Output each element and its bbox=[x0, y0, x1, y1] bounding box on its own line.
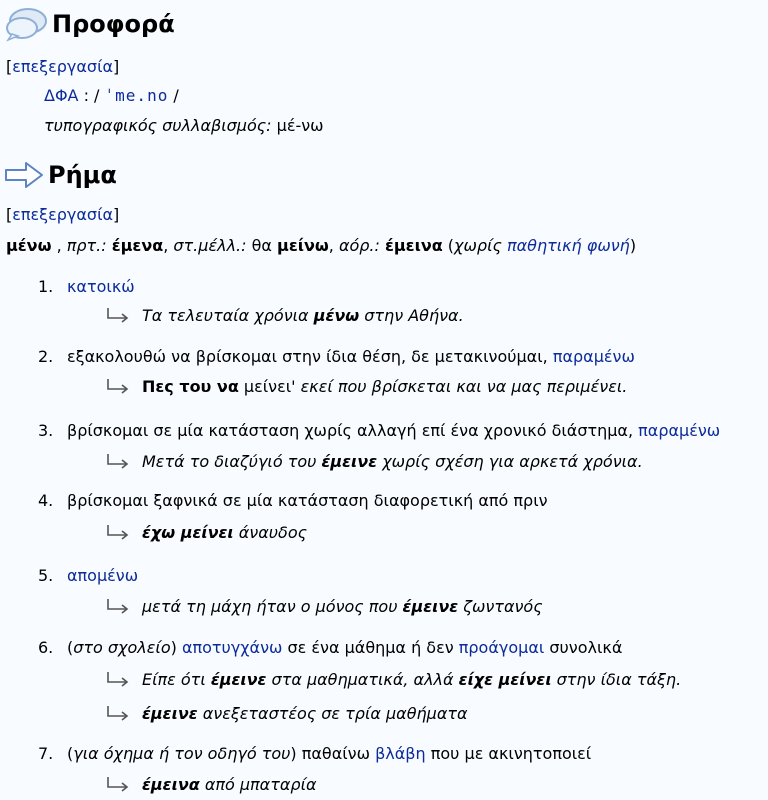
pron-edit-link-wrap: [επεξεργασία] bbox=[6, 57, 120, 76]
example-text: εκεί που βρίσκεται και να μας περιμένει. bbox=[300, 376, 628, 396]
aor-value: έμεινα bbox=[385, 236, 443, 255]
example-text: μείνει' bbox=[243, 376, 296, 396]
ipa-value: ˈme.no bbox=[104, 86, 169, 105]
sense-text: παθαίνω bbox=[301, 744, 370, 763]
example-text: ανεξεταστέος σε τρία μαθήματα bbox=[202, 703, 468, 723]
ipa-label-link[interactable]: ΔΦΑ bbox=[44, 86, 79, 105]
fut-value: μείνω bbox=[277, 236, 329, 255]
example-text: από μπαταρία bbox=[204, 774, 317, 794]
sense-context: στο σχολείο bbox=[73, 638, 171, 657]
prt-value: έμενα bbox=[111, 236, 164, 255]
syll-label: τυπογραφικός συλλαβισμός: bbox=[44, 116, 272, 135]
verb-edit-link-wrap: [επεξεργασία] bbox=[6, 205, 120, 224]
sense-number: 1. bbox=[38, 277, 54, 296]
verb-edit-link[interactable]: επεξεργασία bbox=[12, 205, 114, 224]
sense-link[interactable]: αποτυγχάνω bbox=[181, 638, 283, 657]
sense-3-definition bbox=[67, 421, 720, 440]
sense-text: εξακολουθώ να βρίσκομαι στην ίδια θέση, δε μετακινούμαι, bbox=[67, 347, 548, 366]
example-6b bbox=[104, 703, 468, 723]
speech-bubble-icon bbox=[4, 6, 48, 42]
sense-4-definition bbox=[67, 491, 548, 510]
sense-link[interactable]: παραμένω bbox=[552, 347, 635, 366]
syllabification-line bbox=[44, 116, 324, 135]
sense-6-definition: (στο σχολείο) αποτυγχάνω σε ένα μάθημα ή δεν προάγομαι συνολικά bbox=[67, 638, 623, 657]
example-text: Είπε ότι bbox=[142, 669, 206, 689]
sense-link[interactable]: απομένω bbox=[67, 566, 139, 585]
verb-title: Ρήμα bbox=[48, 161, 117, 189]
return-arrow-icon bbox=[104, 305, 132, 325]
example-text: μετά τη μάχη ήταν ο μόνος που bbox=[142, 596, 398, 616]
return-arrow-icon bbox=[104, 376, 132, 396]
sense-2-definition bbox=[67, 347, 635, 366]
sense-text: βρίσκομαι ξαφνικά σε μία κατάσταση διαφορετική από πριν bbox=[67, 491, 548, 510]
sense-link[interactable]: κατοικώ bbox=[67, 277, 135, 296]
headword: μένω bbox=[6, 236, 52, 255]
pronunciation-title: Προφορά bbox=[52, 10, 175, 38]
sense-text: που με ακινητοποιεί bbox=[430, 744, 592, 763]
example-keyword: είχε μείνει bbox=[458, 669, 552, 689]
sense-link[interactable]: βλάβη bbox=[375, 744, 426, 763]
sense-context: για όχημα ή τον οδηγό του bbox=[73, 744, 291, 763]
section-verb bbox=[4, 160, 117, 190]
arrow-right-icon bbox=[4, 160, 44, 190]
sense-7-definition: (για όχημα ή τον οδηγό του) παθαίνω βλάβη που με ακινητοποιεί bbox=[67, 744, 592, 763]
example-7 bbox=[104, 774, 317, 794]
return-arrow-icon bbox=[104, 522, 132, 542]
example-text: Μετά το διαζύγιό του bbox=[142, 451, 317, 471]
passive-voice-link[interactable]: παθητική φωνή bbox=[506, 236, 630, 255]
example-4 bbox=[104, 522, 307, 542]
paren-pre: χωρίς bbox=[454, 236, 502, 255]
example-3 bbox=[104, 451, 643, 471]
fut-label: στ.μέλλ.: bbox=[173, 236, 247, 255]
return-arrow-icon bbox=[104, 703, 132, 723]
example-keyword: έμεινε bbox=[321, 451, 378, 471]
sense-number: 4. bbox=[38, 491, 54, 510]
sense-text: συνολικά bbox=[549, 638, 623, 657]
ipa-line: ΔΦΑ : / ˈme.no / bbox=[44, 86, 179, 105]
sense-number: 2. bbox=[38, 347, 54, 366]
example-1 bbox=[104, 305, 464, 325]
sense-link[interactable]: προάγομαι bbox=[458, 638, 545, 657]
example-keyword: έχω μείνει bbox=[142, 522, 234, 542]
example-keyword: έμεινε bbox=[402, 596, 459, 616]
inflection-line: μένω , πρτ.: έμενα, στ.μέλλ.: θα μείνω, αόρ.: έμεινα (χωρίς παθητική φωνή) bbox=[6, 236, 637, 255]
return-arrow-icon bbox=[104, 669, 132, 689]
example-keyword: έμεινα bbox=[142, 774, 200, 794]
example-text: στα μαθηματικά, αλλά bbox=[271, 669, 454, 689]
example-keyword: μένω bbox=[313, 305, 360, 325]
example-text: χωρίς σχέση για αρκετά χρόνια. bbox=[382, 451, 643, 471]
example-text: στην ίδια τάξη. bbox=[556, 669, 682, 689]
sense-text: σε ένα μάθημα ή δεν bbox=[287, 638, 454, 657]
sense-number: 7. bbox=[38, 744, 54, 763]
sense-1-definition bbox=[67, 277, 135, 296]
example-keyword: έμεινε bbox=[210, 669, 267, 689]
sense-text: βρίσκομαι σε μία κατάσταση χωρίς αλλαγή επί ένα χρονικό διάστημα, bbox=[67, 421, 634, 440]
sense-number: 5. bbox=[38, 566, 54, 585]
section-pronunciation bbox=[4, 6, 175, 42]
example-text: Τα τελευταία χρόνια bbox=[142, 305, 309, 325]
sense-link[interactable]: παραμένω bbox=[638, 421, 721, 440]
example-text: ζωντανός bbox=[463, 596, 543, 616]
example-text: άναυδος bbox=[238, 522, 308, 542]
fut-pre: θα bbox=[251, 236, 272, 255]
example-keyword: έμεινε bbox=[142, 703, 198, 723]
return-arrow-icon bbox=[104, 596, 132, 616]
sense-number: 3. bbox=[38, 421, 54, 440]
aor-label: αόρ.: bbox=[338, 236, 380, 255]
sense-5-definition bbox=[67, 566, 138, 585]
example-text: στην Αθήνα. bbox=[364, 305, 464, 325]
syll-value: μέ-νω bbox=[276, 116, 324, 135]
prt-label: πρτ.: bbox=[66, 236, 107, 255]
example-5 bbox=[104, 596, 543, 616]
sense-number: 6. bbox=[38, 638, 54, 657]
return-arrow-icon bbox=[104, 774, 132, 794]
example-2 bbox=[104, 376, 627, 396]
pron-edit-link[interactable]: επεξεργασία bbox=[12, 57, 114, 76]
return-arrow-icon bbox=[104, 451, 132, 471]
example-keyword: Πες του να bbox=[142, 376, 239, 396]
example-6a bbox=[104, 669, 681, 689]
